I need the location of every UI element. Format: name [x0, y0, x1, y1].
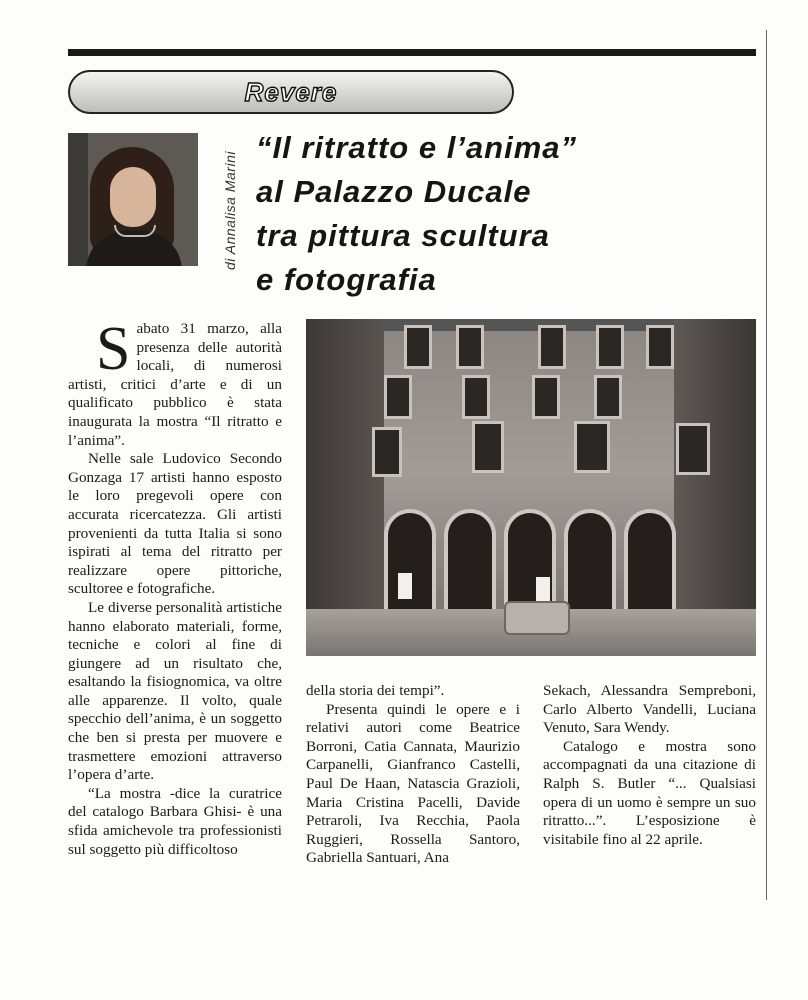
paragraph: Nelle sale Ludovico Secondo Gonzaga 17 artisti hanno esposto le loro pregevoli opere con accurata ricercatezza. Gli artisti provenienti da tutta Italia si sono ispirati al tema del ritratto per realizzare opere pittoriche, scultoree e fotografiche. — [68, 450, 282, 598]
palazzo-photo — [306, 319, 756, 656]
section-banner — [68, 70, 514, 114]
top-rule — [68, 49, 756, 56]
article-column-2 — [306, 682, 520, 868]
article-column-1 — [68, 315, 282, 859]
byline: di Annalisa Marini — [222, 151, 238, 270]
paragraph: Le diverse personalità artistiche hanno elaborato materiali, forme, tecniche e colori al fine di giungere ad un risultato che, esaltando la fisiognomica, va oltre alle apparenze. Il volto, quale specchio dell’anima, è un soggetto che ben si presta per muovere e trasmettere emozioni attraverso l’opera d’arte. — [68, 598, 282, 784]
paragraph: Sabato 31 marzo, alla presenza delle autorità locali, di numerosi artisti, critici d’arte e di un qualificato pubblico è stata inaugurata la mostra “Il ritratto e l’anima”. — [68, 315, 282, 449]
headline-line-1: “Il ritratto e l’anima” — [256, 130, 578, 165]
article-column-3 — [543, 682, 756, 849]
headline — [256, 126, 756, 302]
paragraph: Sekach, Alessandra Sempreboni, Carlo Alberto Vandelli, Luciana Venuto, Sara Wendy. — [543, 682, 756, 737]
dropcap: S — [96, 315, 131, 383]
section-label: Revere — [244, 76, 338, 107]
headline-line-3: tra pittura scultura — [256, 218, 550, 253]
author-photo — [68, 133, 198, 266]
column-rule — [766, 30, 767, 900]
headline-line-4: e fotografia — [256, 262, 437, 297]
paragraph: Catalogo e mostra sono accompagnati da una citazione di Ralph S. Butler “... Qualsiasi opera di un uomo è sempre un suo ritratto...”. L’esposizione è visitabile fino al 22 aprile. — [543, 737, 756, 848]
paragraph: “La mostra -dice la curatrice del catalogo Barbara Ghisi- è una sfida amichevole tra professionisti sul soggetto più difficoltoso — [68, 784, 282, 858]
paragraph: della storia dei tempi”. — [306, 682, 445, 699]
paragraph: Presenta quindi le opere e i relativi autori come Beatrice Borroni, Catia Cannata, Maurizio Carpanelli, Gianfranco Castelli, Paul De Haan, Natascia Grazioli, Maria Cristina Pacelli, Davide Petraroli, Iva Recchia, Paola Ruggieri, Rossella Santoro, Gabriella Santuari, Ana — [306, 700, 520, 867]
headline-line-2: al Palazzo Ducale — [256, 174, 532, 209]
